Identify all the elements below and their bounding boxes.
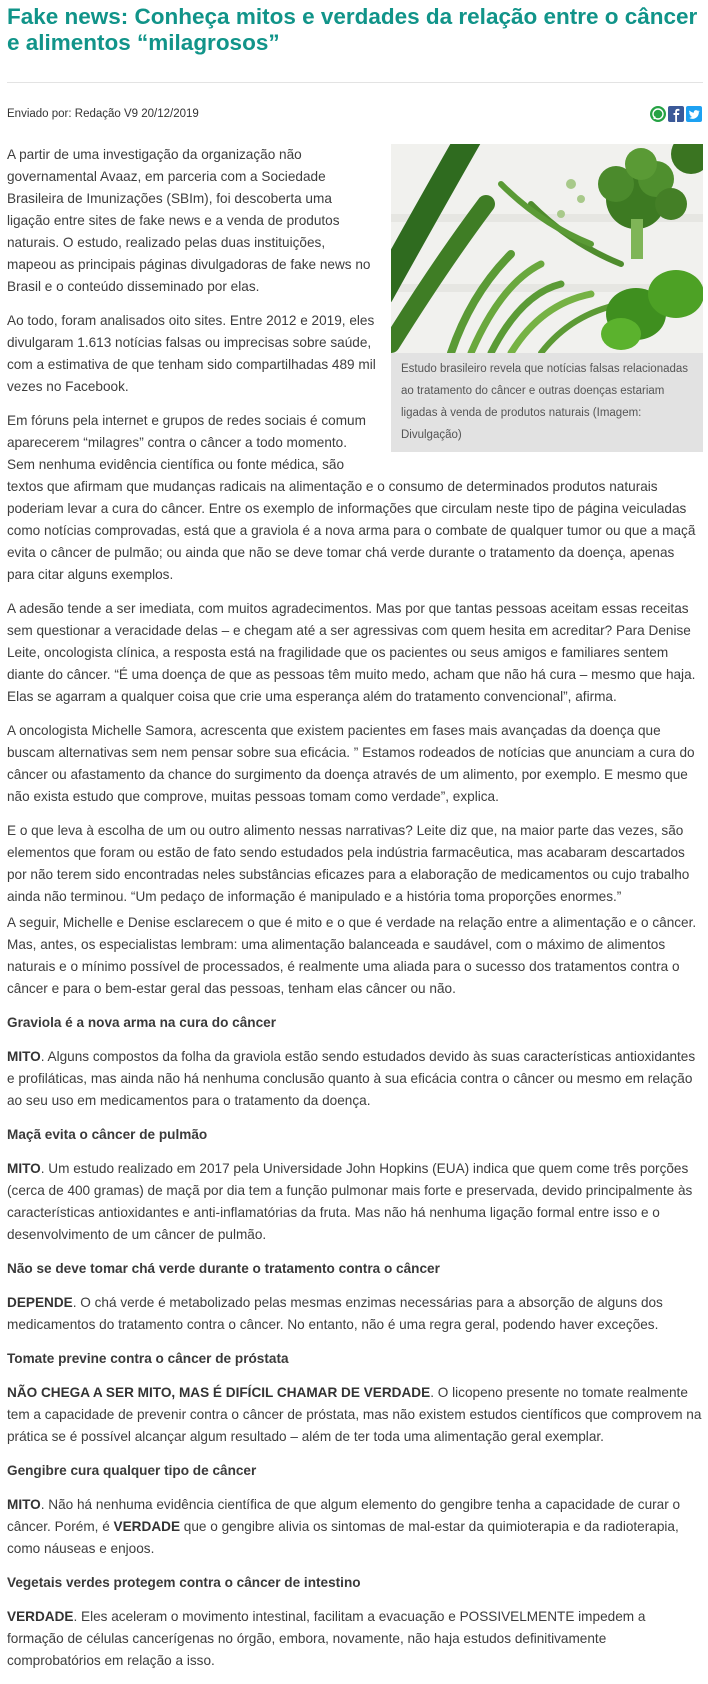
section-heading: Gengibre cura qualquer tipo de câncer (7, 1463, 257, 1478)
article-body (7, 144, 703, 1684)
facebook-icon[interactable] (668, 106, 684, 122)
section-text (7, 1382, 703, 1448)
verdict-label: MITO (7, 1049, 41, 1064)
image-caption: Estudo brasileiro revela que notícias falsas relacionadas ao tratamento do câncer e outras doenças estariam ligadas à venda de produtos naturais (Imagem: Divulgação) (401, 363, 689, 441)
section-body: . Um estudo realizado em 2017 pela Universidade John Hopkins (EUA) indica que quem come três porções (cerca de 400 gramas) de maçã por dia tem a função pulmonar mais forte e preservada, devido principalmente às características antioxidantes e anti-inflamatórias da fruta. Mas não há nenhuma ligação formal entre isso e o desenvolvimento de um câncer de pulmão. (7, 1161, 693, 1242)
section-text (7, 1494, 703, 1560)
article-figure (391, 144, 703, 452)
byline: Enviado por: Redação V9 20/12/2019 (7, 108, 199, 120)
section-body: . Alguns compostos da folha da graviola estão sendo estudados devido às suas características antioxidantes e profiláticas, mas ainda não há nenhuma conclusão quanto à sua eficácia contra o câncer ou mesmo em relação ao seu uso em medicamentos para o tratamento da doença. (7, 1049, 696, 1108)
section-heading: Vegetais verdes protegem contra o câncer de intestino (7, 1575, 361, 1590)
verdict-label: NÃO CHEGA A SER MITO, MAS É DIFÍCIL CHAMAR DE VERDADE (7, 1385, 431, 1400)
paragraph: Ao todo, foram analisados oito sites. Entre 2012 e 2019, eles divulgaram 1.613 notícias falsas ou imprecisas sobre saúde, com a estimativa de que tenham sido compartilhadas 489 mil vezes no Facebook. (7, 313, 376, 394)
section-body: . O licopeno presente no tomate realmente tem a capacidade de prevenir contra o câncer de próstata, mas não existem estudos científicos que comprovem na prática se é possível alcançar algum resultado – além de ter toda uma alimentação geral exemplar. (7, 1385, 702, 1444)
paragraph: Em fóruns pela internet e grupos de redes sociais é comum aparecerem “milagres” contra o câncer a todo momento. Sem nenhuma evidência científica ou fonte médica, são textos que afirmam que mudanças radicais na alimentação e o consumo de determinados produtos naturais poderiam levar a cura do câncer. Entre os exemplo de informações que circulam neste tipo de página veiculadas como notícias comprovadas, está que a graviola é a nova arma para o combate de qualquer tumor ou que a maçã evita o câncer de pulmão; ou ainda que não se deve tomar chá verde durante o tratamento da doença, apenas para citar alguns exemplos. (7, 413, 696, 582)
article-meta (7, 106, 703, 126)
section-heading: Maçã evita o câncer de pulmão (7, 1127, 208, 1142)
section-body: . Eles aceleram o movimento intestinal, facilitam a evacuação e POSSIVELMENTE impedem a formação de células cancerígenas no órgão, embora, novamente, não haja estudos definitivamente comprobatórios em relação a isso. (7, 1609, 646, 1668)
paragraph: A adesão tende a ser imediata, com muitos agradecimentos. Mas por que tantas pessoas aceitam essas receitas sem questionar a veracidade delas – e chegam até a ser agressivas com quem hesita em acreditar? Para Denise Leite, oncologista clínica, a resposta está na fragilidade que os pacientes ou seus amigos e familiares sentem diante do câncer. “É uma doença de que as pessoas têm muito medo, acham que não há cura – mesmo que haja. Elas se agarram a qualquer coisa que crie uma esperança além do tratamento convencional”, afirma. (7, 601, 696, 704)
divider (7, 82, 703, 83)
section-text (7, 1292, 703, 1336)
whatsapp-icon[interactable] (650, 106, 666, 122)
article-title: Fake news: Conheça mitos e verdades da relação entre o câncer e alimentos “milagrosos” (7, 4, 698, 55)
section-body: . O chá verde é metabolizado pelas mesmas enzimas necessárias para a absorção de alguns dos medicamentos do tratamento contra o câncer. No entanto, não é uma regra geral, podendo haver exceções. (7, 1295, 663, 1332)
paragraph: A seguir, Michelle e Denise esclarecem o que é mito e o que é verdade na relação entre a alimentação e o câncer. Mas, antes, os especialistas lembram: uma alimentação balanceada e saudável, com o máximo de alimentos naturais e o mínimo possível de processados, é realmente uma aliada para o sucesso dos tratamentos contra o câncer e para o bem-estar geral das pessoas, tenham elas câncer ou não. (7, 915, 697, 996)
share-buttons (650, 106, 702, 122)
paragraph: E o que leva à escolha de um ou outro alimento nessas narrativas? Leite diz que, na maior parte das vezes, são elementos que foram ou estão de fato sendo estudados pela indústria farmacêutica, mas acabaram descartados por não terem sido encontradas neles substâncias eficazes para a elaboração de medicamentos ou cujo trabalho ainda não terminou. “Um pedaço de informação é manipulado e a história toma proporções enormes.” (7, 823, 690, 904)
verdict-label: DEPENDE (7, 1295, 73, 1310)
section-heading: Graviola é a nova arma na cura do câncer (7, 1015, 276, 1030)
vegetables-photo (391, 144, 703, 353)
verdict-label: VERDADE (7, 1609, 74, 1624)
section-text (7, 1046, 703, 1112)
verdict-label: MITO (7, 1497, 41, 1512)
article (7, 0, 703, 1668)
section-text (7, 1158, 703, 1246)
twitter-icon[interactable] (686, 106, 702, 122)
section-body: . Não há nenhuma evidência científica de que algum elemento do gengibre tenha a capacidade de curar o câncer. Porém, é (7, 1497, 681, 1534)
section-body: que o gengibre alivia os sintomas de mal-estar da quimioterapia e da radioterapia, como náuseas e enjoos. (7, 1519, 679, 1556)
paragraph: A oncologista Michelle Samora, acrescenta que existem pacientes em fases mais avançadas da doença que buscam alternativas sem nem pensar sobre sua eficácia. ” Estamos rodeados de notícias que anunciam a cura do câncer ou afastamento da chance do surgimento da doença através de um alimento, por exemplo. E mesmo que não exista estudo que comprove, muitas pessoas tomam como verdade”, explica. (7, 723, 695, 804)
verdict-label: MITO (7, 1161, 41, 1176)
section-text (7, 1606, 703, 1672)
section-heading: Não se deve tomar chá verde durante o tratamento contra o câncer (7, 1261, 440, 1276)
section-heading: Tomate previne contra o câncer de próstata (7, 1351, 289, 1366)
verdict-label: VERDADE (113, 1519, 181, 1534)
paragraph: A partir de uma investigação da organização não governamental Avaaz, em parceria com a Sociedade Brasileira de Imunizações (SBIm), foi descoberta uma ligação entre sites de fake news e a venda de produtos naturais. O estudo, realizado pelas duas instituições, mapeou as principais páginas divulgadoras de fake news no Brasil e o conteúdo disseminado por elas. (7, 147, 371, 294)
